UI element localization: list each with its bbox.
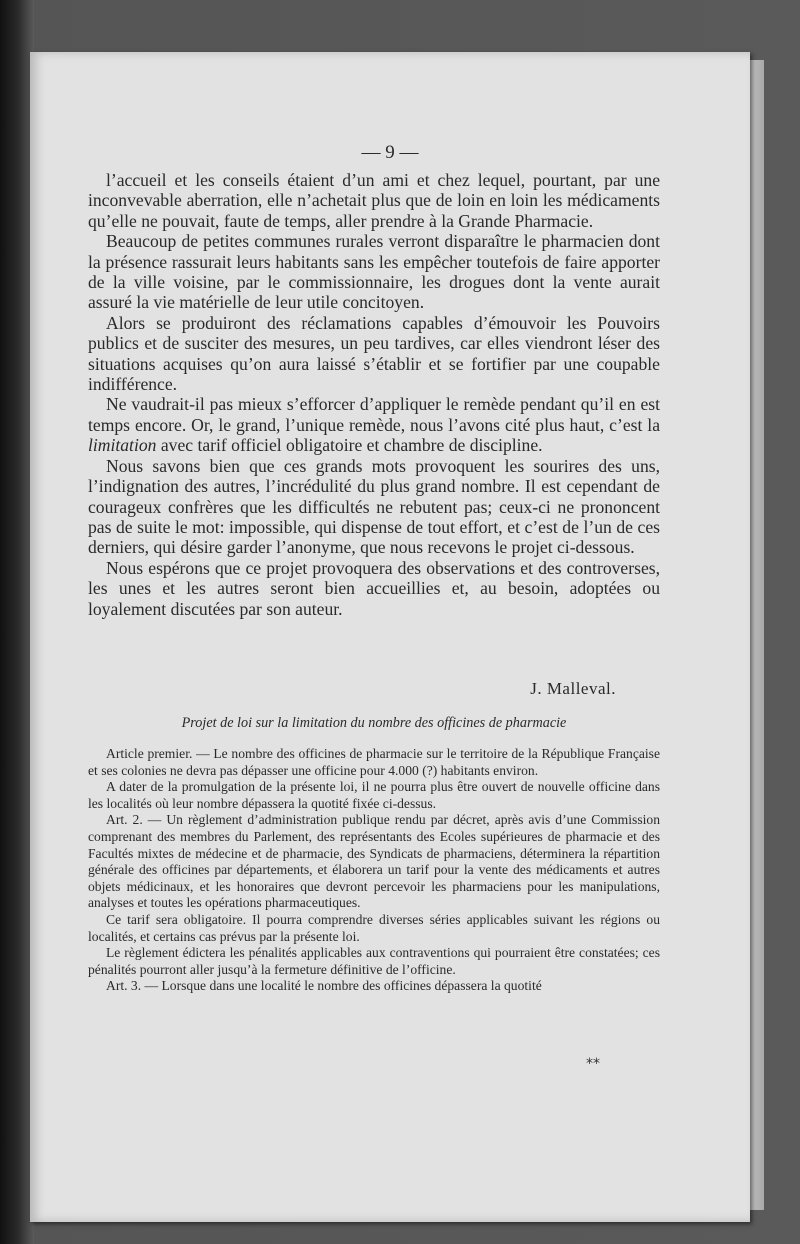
page-number: — 9 — [361, 142, 419, 163]
emphasis-limitation: limitation [88, 435, 157, 456]
paragraph-3: Alors se produiront des réclamations capables d’émouvoir les Pouvoirs publics et de susciter des mesures, un peu tardives, car elles viendront léser des situations acquises qu’on aura laissé s’établir et se fortifier par une coupable indifférence. [88, 312, 660, 395]
paragraph-1: l’accueil et les conseils étaient d’un ami et chez lequel, pourtant, par une inconvevable aberration, elle n’achetait plus que de loin en loin les médicaments qu’elle ne pouvait, faute de temps, aller prendre à la Grande Pharmacie. [88, 170, 660, 231]
paragraph-5: Nous savons bien que ces grands mots provoquent les sourires des uns, l’indignation des autres, l’incrédulité du plus grand nombre. Il est cependant de courageux confrères que les difficultés ne rebutent pas; ceux-ci ne prononcent pas de suite le mot: impossible, qui dispense de tout effort, et c’est de l’un de ces derniers, qui désire garder l’anonyme, que nous recevons le projet ci-dessous. [88, 455, 660, 558]
law-article-2: Art. 2. — Un règlement d’administration publique rendu par décret, après avis d’une Commission comprenant des membres du Parlement, des représentants des Ecoles supérieures de pharmacie et des Facultés mixtes de médecine et de pharmacie, des Syndicats de pharmaciens, déterminera la répartition générale des officines par départements, et élaborera un tarif pour la vente des médicaments et autres objets médicinaux, et les honoraires que devront percevoir les pharmaciens pour les manipulations, analyses et toutes les opérations pharmaceutiques. [88, 812, 660, 911]
law-article-1: Article premier. — Le nombre des officines de pharmacie sur le territoire de la République Française et ses colonies ne devra pas dépasser une officine pour 4.000 (?) habitants environ. [88, 746, 660, 778]
paragraph-4-end: avec tarif officiel obligatoire et chambre de discipline. [160, 435, 543, 456]
article-body [88, 170, 660, 619]
document-page [30, 52, 750, 1222]
author-signature: J. Malleval. [530, 679, 616, 698]
law-paragraph-2: A dater de la promulgation de la présente loi, il ne pourra plus être ouvert de nouvelle officine dans les localités où leur nombre dépassera la quotité fixée ci-dessus. [88, 779, 660, 811]
paragraph-2: Beaucoup de petites communes rurales verront disparaître le pharmacien dont la présence rassurait leurs habitants sans les empêcher toutefois de faire apporter de la ville voisine, par le commissionnaire, les drogues dont la vente aurait assuré la vie matérielle de leur utile concitoyen. [88, 231, 660, 313]
paragraph-4-start: Ne vaudrait-il pas mieux s’efforcer d’appliquer le remède pendant qu’il en est temps encore. Or, le grand, l’unique remède, nous l’avons cité plus haut, c’est la [88, 394, 660, 435]
paragraph-6: Nous espérons que ce projet provoquera des observations et des controverses, les unes et les autres seront bien accueillies et, au besoin, adoptées ou loyalement discutées par son auteur. [88, 557, 660, 619]
book-binding [0, 0, 34, 1244]
law-title: Projet de loi sur la limitation du nombre des officines de pharmacie [181, 715, 567, 731]
signature-mark: ** [586, 1056, 600, 1072]
law-text [88, 746, 660, 995]
law-paragraph-5: Le règlement édictera les pénalités applicables aux contraventions qui pourraient être constatées; ces pénalités pourront aller jusqu’à la fermeture définitive de l’officine. [88, 945, 660, 977]
law-paragraph-4: Ce tarif sera obligatoire. Il pourra comprendre diverses séries applicables suivant les régions ou localités, et certains cas prévus par la présente loi. [88, 911, 660, 944]
paragraph-4 [88, 394, 660, 455]
law-article-3: Art. 3. — Lorsque dans une localité le nombre des officines dépassera la quotité [106, 978, 542, 994]
